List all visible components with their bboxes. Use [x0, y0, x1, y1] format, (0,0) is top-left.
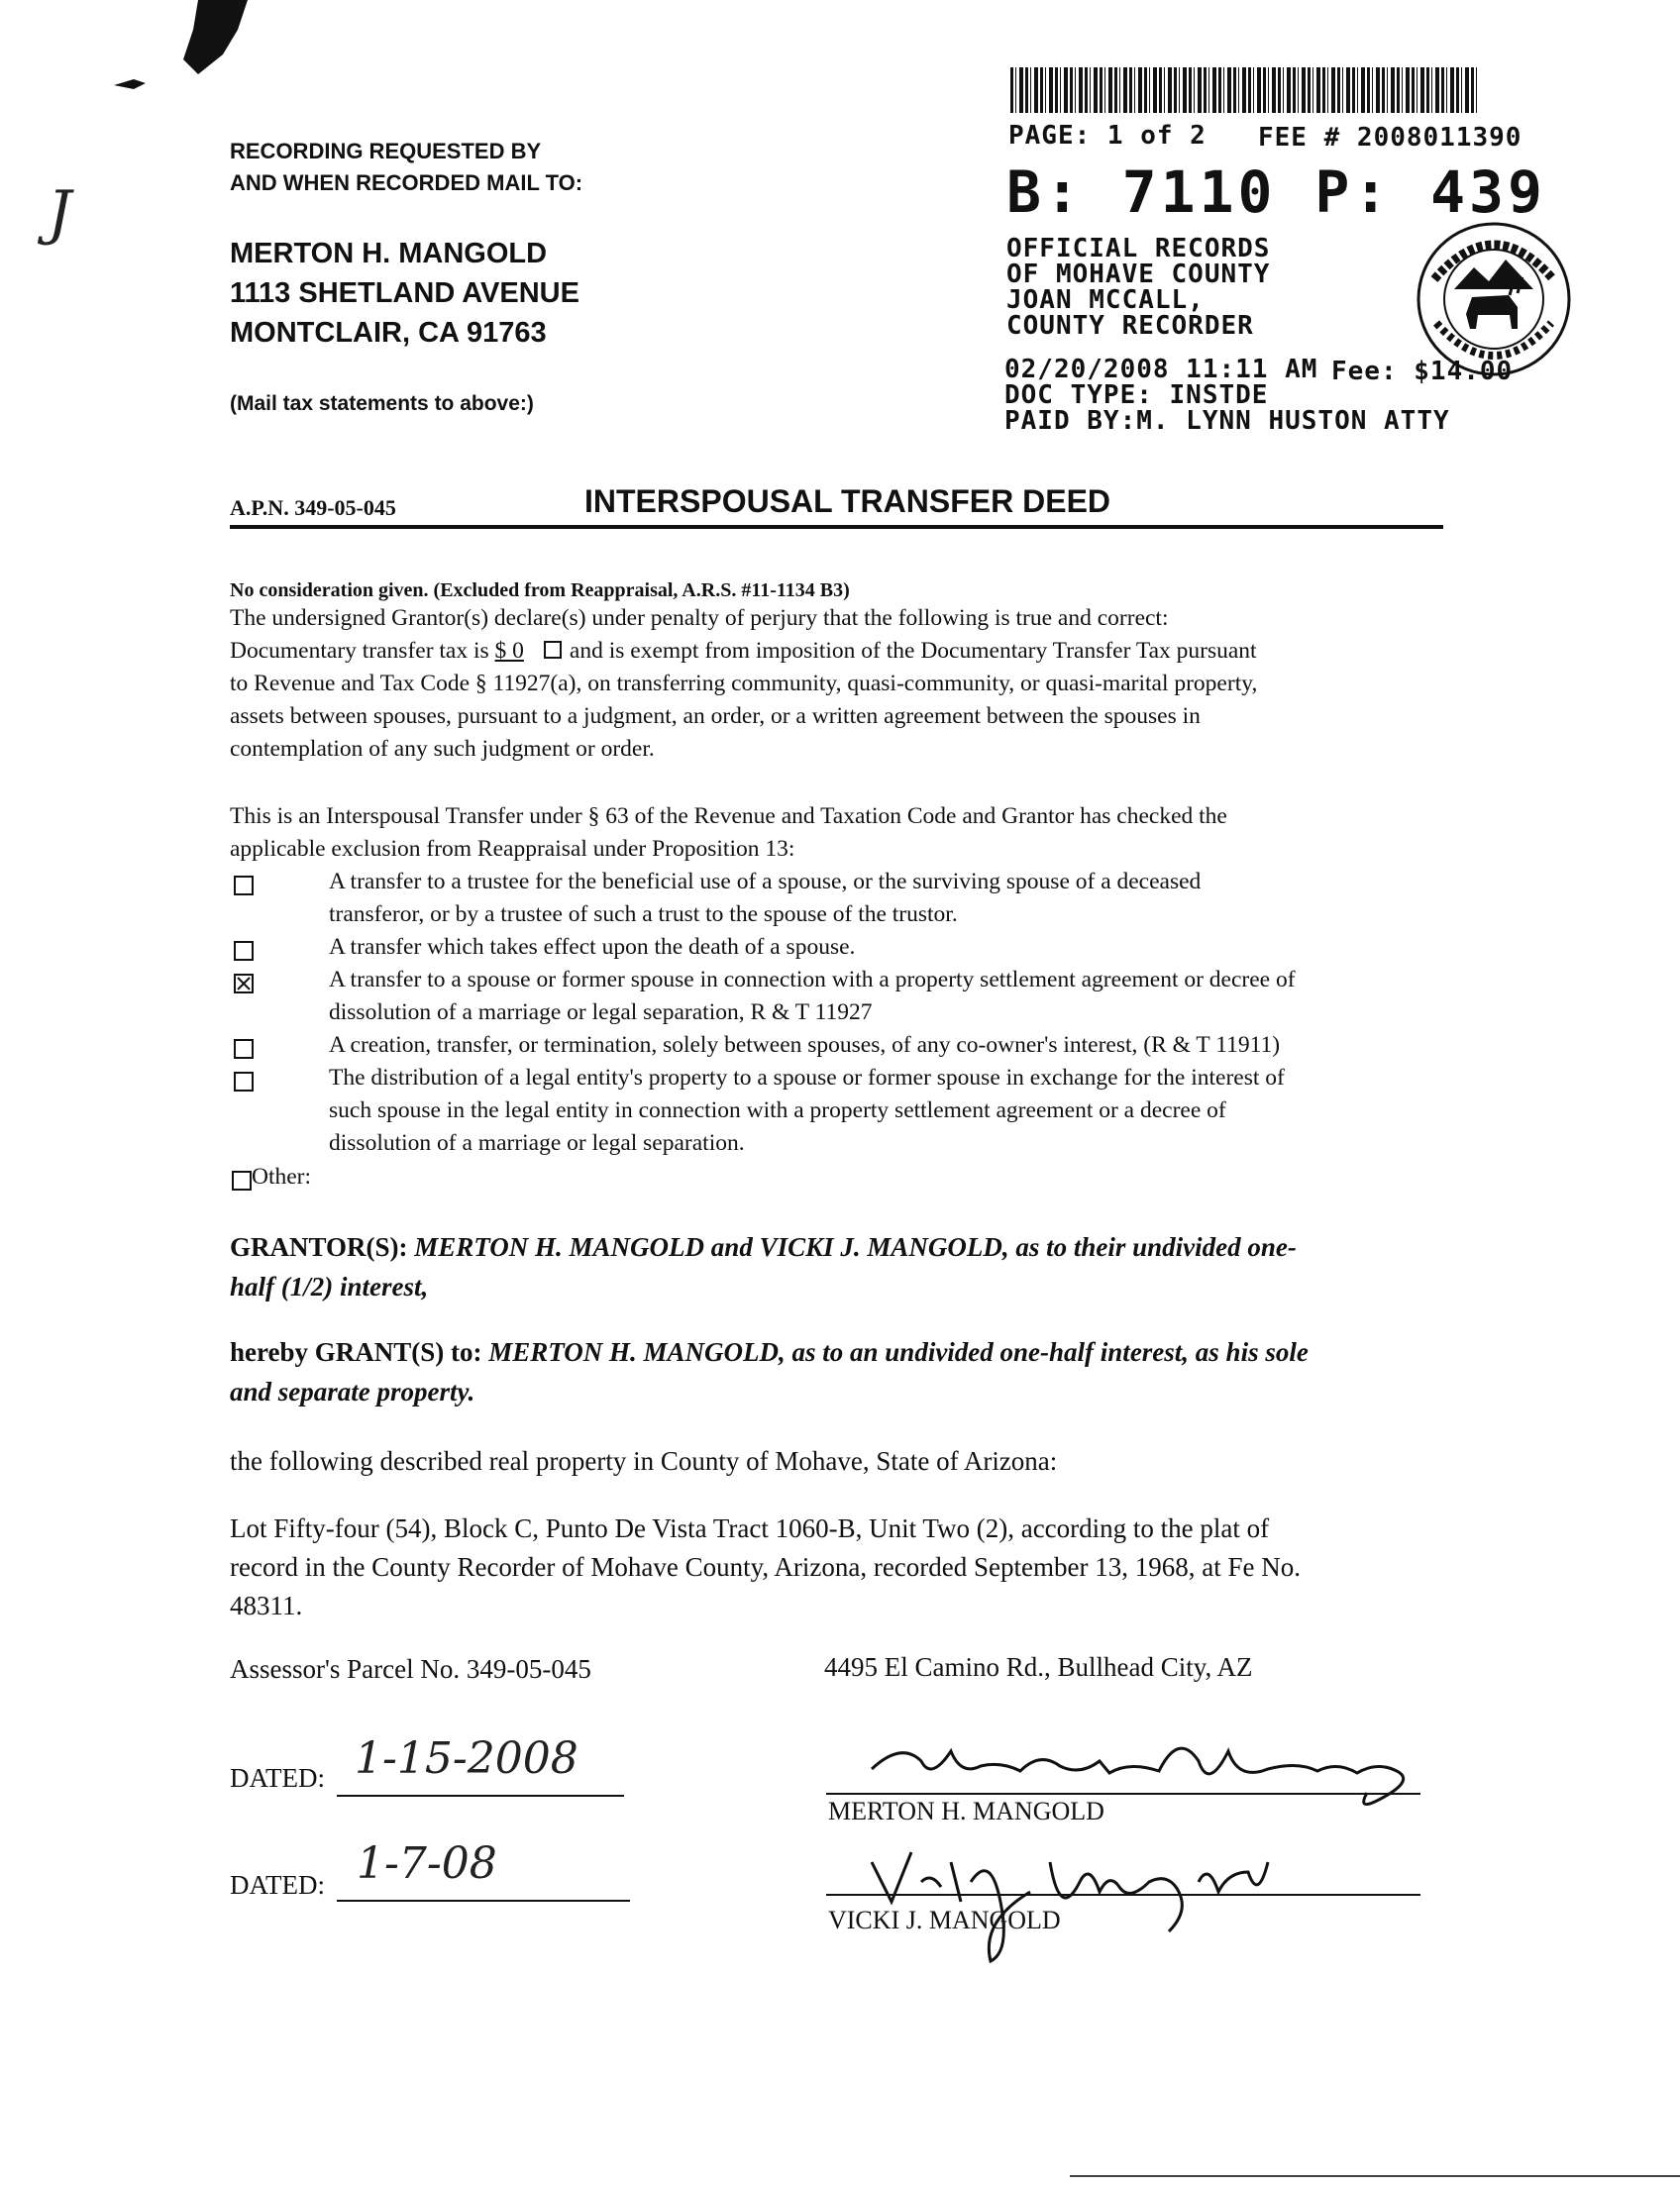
recording-requested-label: RECORDING REQUESTED BY	[230, 139, 542, 163]
option-3-line-1: A transfer to a spouse or former spouse in connection with a property settlement agreement or decree of	[329, 967, 1296, 992]
declaration-line-4: assets between spouses, pursuant to a judgment, an order, or a written agreement between the spouses in	[230, 703, 1201, 729]
checked-x-icon	[236, 976, 252, 991]
county-seal	[1415, 220, 1573, 378]
grantee-names: MERTON H. MANGOLD, as to an undivided one-half interest, as his sole	[488, 1337, 1309, 1367]
tax-statement-note: (Mail tax statements to above:)	[230, 392, 534, 415]
barcode	[1010, 67, 1478, 113]
stamp-page: PAGE: 1 of 2	[1008, 121, 1207, 151]
stamp-paid-by: PAID BY:M. LYNN HUSTON ATTY	[1004, 406, 1450, 436]
signer-1-name: MERTON H. MANGOLD	[828, 1797, 1104, 1825]
legal-description-line-3: 48311.	[230, 1591, 303, 1620]
declaration-line-3: to Revenue and Tax Code § 11927(a), on transferring community, quasi-community, or quasi-marital property,	[230, 671, 1258, 696]
tax-label: Documentary transfer tax is	[230, 638, 495, 664]
signer-2-name: VICKI J. MANGOLD	[828, 1906, 1061, 1934]
mail-to-label: AND WHEN RECORDED MAIL TO:	[230, 170, 583, 195]
dated-label-2: DATED:	[230, 1870, 325, 1900]
legal-description-line-1: Lot Fifty-four (54), Block C, Punto De Vista Tract 1060-B, Unit Two (2), according to the plat of	[230, 1513, 1270, 1543]
margin-mark: J	[48, 178, 72, 248]
grantee-label: hereby GRANT(S) to:	[230, 1337, 482, 1367]
declaration-line-1: The undersigned Grantor(s) declare(s) under penalty of perjury that the following is true and correct:	[230, 605, 1169, 631]
tax-checkbox	[544, 641, 562, 659]
grantor-names: MERTON H. MANGOLD and VICKI J. MANGOLD, as to their undivided one-	[414, 1232, 1297, 1262]
stamp-book-page: B: 7110 P: 439	[1006, 158, 1546, 226]
dated-value-2: 1-7-08	[357, 1838, 497, 1889]
legal-description-line-2: record in the County Recorder of Mohave County, Arizona, recorded September 13, 1968, at Fe No.	[230, 1552, 1301, 1582]
property-intro: the following described real property in County of Mohave, State of Arizona:	[230, 1446, 1058, 1476]
grantor-line-2: half (1/2) interest,	[230, 1272, 429, 1302]
option-5-line-2: such spouse in the legal entity in connection with a property settlement agreement or a decree of	[329, 1097, 1226, 1123]
scan-edge-line	[1070, 2175, 1680, 2177]
document-title: INTERSPOUSAL TRANSFER DEED	[584, 483, 1111, 519]
tax-amount: $ 0	[494, 638, 524, 664]
stamp-datetime: 02/20/2008 11:11 AM	[1004, 355, 1318, 384]
option-2-checkbox	[234, 941, 254, 961]
apn-number: A.P.N. 349-05-045	[230, 495, 396, 520]
assessor-parcel: Assessor's Parcel No. 349-05-045	[230, 1654, 591, 1684]
option-3-checkbox	[234, 974, 254, 993]
grantor-label: GRANTOR(S):	[230, 1232, 408, 1262]
dated-underline-2	[337, 1900, 630, 1902]
other-checkbox	[232, 1171, 252, 1191]
grantee-line-1	[230, 1333, 1309, 1371]
interspousal-line-2: applicable exclusion from Reappraisal under Proposition 13:	[230, 836, 795, 862]
option-5-line-1: The distribution of a legal entity's property to a spouse or former spouse in exchange for the interest of	[329, 1065, 1285, 1091]
option-5-line-3: dissolution of a marriage or legal separation.	[329, 1130, 745, 1156]
declaration-line-2	[230, 635, 1257, 668]
stamp-fee: Fee: $14.00	[1331, 357, 1514, 386]
signature-line-2	[826, 1894, 1420, 1896]
stamp-doc-type: DOC TYPE: INSTDE	[1004, 380, 1269, 410]
stamp-line-1: OFFICIAL RECORDS	[1006, 234, 1271, 263]
recipient-street: 1113 SHETLAND AVENUE	[230, 277, 579, 309]
consideration-note: No consideration given. (Excluded from Reappraisal, A.R.S. #11-1134 B3)	[230, 579, 850, 601]
dated-underline-1	[337, 1795, 624, 1797]
option-4-line-1: A creation, transfer, or termination, solely between spouses, of any co-owner's interest, (R & T 11911)	[329, 1032, 1281, 1058]
option-2-line-1: A transfer which takes effect upon the death of a spouse.	[329, 934, 856, 960]
option-4-checkbox	[234, 1039, 254, 1059]
option-1-line-1: A transfer to a trustee for the beneficial use of a spouse, or the surviving spouse of a deceased	[329, 869, 1202, 894]
dated-value-1: 1-15-2008	[355, 1733, 578, 1784]
option-1-line-2: transferor, or by a trustee of such a trust to the spouse of the trustor.	[329, 901, 958, 927]
grantor-line-1	[230, 1228, 1297, 1266]
property-address: 4495 El Camino Rd., Bullhead City, AZ	[824, 1652, 1253, 1682]
scan-speck	[114, 77, 154, 91]
recipient-name: MERTON H. MANGOLD	[230, 238, 548, 269]
title-rule	[230, 525, 1443, 529]
interspousal-line-1: This is an Interspousal Transfer under § 63 of the Revenue and Taxation Code and Grantor has checked the	[230, 803, 1227, 829]
stamp-fee-number: FEE # 2008011390	[1258, 123, 1522, 153]
dated-label-1: DATED:	[230, 1763, 325, 1793]
scan-blot	[168, 0, 258, 79]
option-5-checkbox	[234, 1072, 254, 1092]
grantee-line-2: and separate property.	[230, 1377, 475, 1406]
stamp-line-2: OF MOHAVE COUNTY	[1006, 260, 1271, 289]
tax-exempt-text: and is exempt from imposition of the Documentary Transfer Tax pursuant	[569, 638, 1257, 664]
option-1-checkbox	[234, 876, 254, 895]
recipient-city: MONTCLAIR, CA 91763	[230, 317, 547, 349]
stamp-line-4: COUNTY RECORDER	[1006, 311, 1254, 341]
declaration-line-5: contemplation of any such judgment or order.	[230, 736, 655, 762]
option-3-line-2: dissolution of a marriage or legal separation, R & T 11927	[329, 999, 873, 1025]
stamp-line-3: JOAN MCCALL,	[1006, 285, 1205, 315]
other-label: Other:	[252, 1164, 312, 1190]
